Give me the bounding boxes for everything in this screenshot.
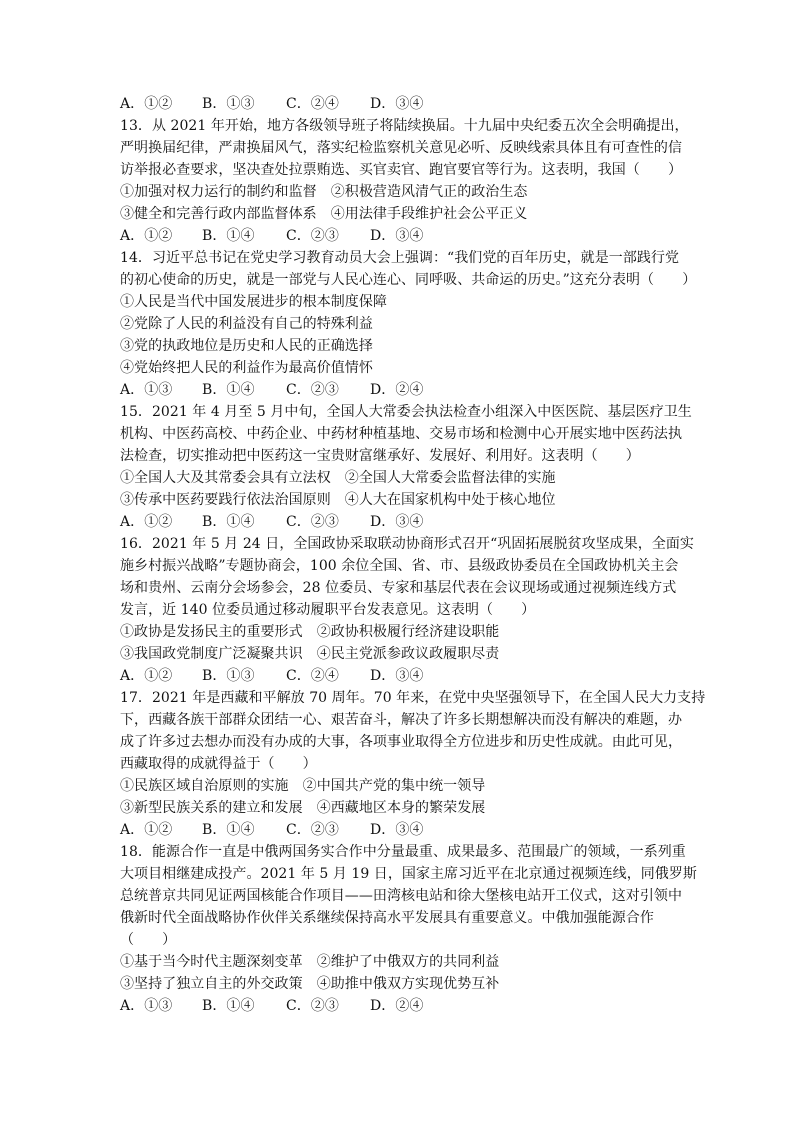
q15-statement-34: ③传承中医药要践行依法治国原则 ④人大在国家机构中处于核心地位: [120, 492, 556, 508]
q13-option-b: B．①④: [202, 228, 255, 244]
q15-option-a: A．①②: [120, 514, 173, 530]
q14-line-1: 14．习近平总书记在党史学习教育动员大会上强调：“我们党的百年历史，就是一部践行党: [120, 250, 680, 266]
q12-options: [120, 93, 680, 115]
q16-line-2: 施乡村振兴战略”专题协商会，100 余位全国、省、市、县级政协委员在全国政协机关主会: [120, 558, 679, 574]
q18-line-2: 大项目相继建成投产。2021 年 5 月 19 日，国家主席习近平在北京通过视频连线，同俄罗斯: [120, 866, 697, 882]
q17-option-c: C．②③: [286, 822, 339, 838]
q14-statement-2: ②党除了人民的利益没有自己的特殊利益: [120, 316, 373, 332]
q12-option-b: B．①③: [202, 96, 255, 112]
q15-statement-12: ①全国人大及其常委会具有立法权 ②全国人大常委会监督法律的实施: [120, 470, 556, 486]
q14-line-2: 的初心使命的历史，就是一部党与人民心连心、同呼吸、共命运的历史。”这充分表明（ ）: [120, 272, 697, 288]
q18-line-5: （ ）: [120, 932, 177, 948]
q16-statement-34: ③我国政党制度广泛凝聚共识 ④民主党派参政议政履职尽责: [120, 646, 500, 662]
q17-option-d: D．③④: [370, 822, 424, 838]
q12-option-a: A．①②: [120, 96, 173, 112]
q14-statement-3: ③党的执政地位是历史和人民的正确选择: [120, 338, 373, 354]
q18-option-d: D．②④: [370, 998, 424, 1014]
q18-statement-34: ③坚持了独立自主的外交政策 ④助推中俄双方实现优势互补: [120, 976, 500, 992]
q14-options: [120, 379, 680, 401]
q15-line-1: 15．2021 年 4 月至 5 月中旬，全国人大常委会执法检查小组深入中医医院、基层医疗卫生: [120, 404, 692, 420]
q16-line-4: 发言，近 140 位委员通过移动履职平台发表意见。这表明（ ）: [120, 602, 536, 618]
q16-line-3: 场和贵州、云南分会场参会，28 位委员、专家和基层代表在会议现场或通过视频连线方式: [120, 580, 677, 596]
q17-options: [120, 819, 680, 841]
q16-option-a: A．①②: [120, 668, 173, 684]
q13-line-2: 严明换届纪律，严肃换届风气，落实纪检监察机关意见必听、反映线索具体且有可查性的信: [120, 140, 682, 156]
q16-line-1: 16．2021 年 5 月 24 日，全国政协采取联动协商形式召开“巩固拓展脱贫攻坚成果，全面实: [120, 536, 694, 552]
q18-line-3: 总统普京共同见证两国核能合作项目——田湾核电站和徐大堡核电站开工仪式，这对引领中: [120, 888, 682, 904]
q14-option-b: B．①④: [202, 382, 255, 398]
q18-option-a: A．①③: [120, 998, 173, 1014]
q17-statement-12: ①民族区域自治原则的实施 ②中国共产党的集中统一领导: [120, 778, 486, 794]
q16-options: [120, 665, 680, 687]
q13-line-1: 13．从 2021 年开始，地方各级领导班子将陆续换届。十九届中央纪委五次全会明确提出，: [120, 118, 689, 134]
q12-option-d: D．③④: [370, 96, 424, 112]
q18-line-1: 18．能源合作一直是中俄两国务实合作中分量最重、成果最多、范围最广的领域，一系列重: [120, 844, 686, 860]
q16-option-c: C．②④: [286, 668, 339, 684]
q17-line-1: 17．2021 年是西藏和平解放 70 周年。70 年来，在党中央坚强领导下，在全国人民大力支持: [120, 690, 706, 706]
q17-option-a: A．①②: [120, 822, 173, 838]
q13-line-3: 访举报必查要求，坚决查处拉票贿选、买官卖官、跑官要官等行为。这表明，我国（ ）: [120, 162, 682, 178]
q13-option-a: A．①②: [120, 228, 173, 244]
q15-option-b: B．①④: [202, 514, 255, 530]
q13-option-c: C．②③: [286, 228, 339, 244]
q14-option-a: A．①③: [120, 382, 173, 398]
q18-options: [120, 995, 680, 1017]
q13-statement-12: ①加强对权力运行的制约和监督 ②积极营造风清气正的政治生态: [120, 184, 528, 200]
q17-line-2: 下，西藏各族干部群众团结一心、艰苦奋斗，解决了许多长期想解决而没有解决的难题，办: [120, 712, 682, 728]
q17-line-3: 成了许多过去想办而没有办成的大事，各项事业取得全方位进步和历史性成就。由此可见，: [120, 734, 682, 750]
q15-options: [120, 511, 680, 533]
q13-options: [120, 225, 680, 247]
q14-statement-1: ①人民是当代中国发展进步的根本制度保障: [120, 294, 387, 310]
q18-line-4: 俄新时代全面战略协作伙伴关系继续保持高水平发展具有重要意义。中俄加强能源合作: [120, 910, 654, 926]
q15-line-2: 机构、中医药高校、中药企业、中药材种植基地、交易市场和检测中心开展实地中医药法执: [120, 426, 682, 442]
q12-option-c: C．②④: [286, 96, 339, 112]
q17-option-b: B．①④: [202, 822, 255, 838]
q15-line-3: 法检查，切实推动把中医药这一宝贵财富继承好、发展好、利用好。这表明（ ）: [120, 448, 640, 464]
q16-option-b: B．①③: [202, 668, 255, 684]
q18-statement-12: ①基于当今时代主题深刻变革 ②维护了中俄双方的共同利益: [120, 954, 500, 970]
q15-option-d: D．③④: [370, 514, 424, 530]
q17-statement-34: ③新型民族关系的建立和发展 ④西藏地区本身的繁荣发展: [120, 800, 486, 816]
q18-option-b: B．①④: [202, 998, 255, 1014]
q16-option-d: D．③④: [370, 668, 424, 684]
q14-statement-4: ④党始终把人民的利益作为最高价值情怀: [120, 360, 373, 376]
q14-option-d: D．②④: [370, 382, 424, 398]
q15-option-c: C．②③: [286, 514, 339, 530]
q13-option-d: D．③④: [370, 228, 424, 244]
q16-statement-12: ①政协是发扬民主的重要形式 ②政协积极履行经济建设职能: [120, 624, 500, 640]
q13-statement-34: ③健全和完善行政内部监督体系 ④用法律手段维护社会公平正义: [120, 206, 528, 222]
q17-line-4: 西藏取得的成就得益于（ ）: [120, 756, 317, 772]
q18-option-c: C．②③: [286, 998, 339, 1014]
q14-option-c: C．②③: [286, 382, 339, 398]
